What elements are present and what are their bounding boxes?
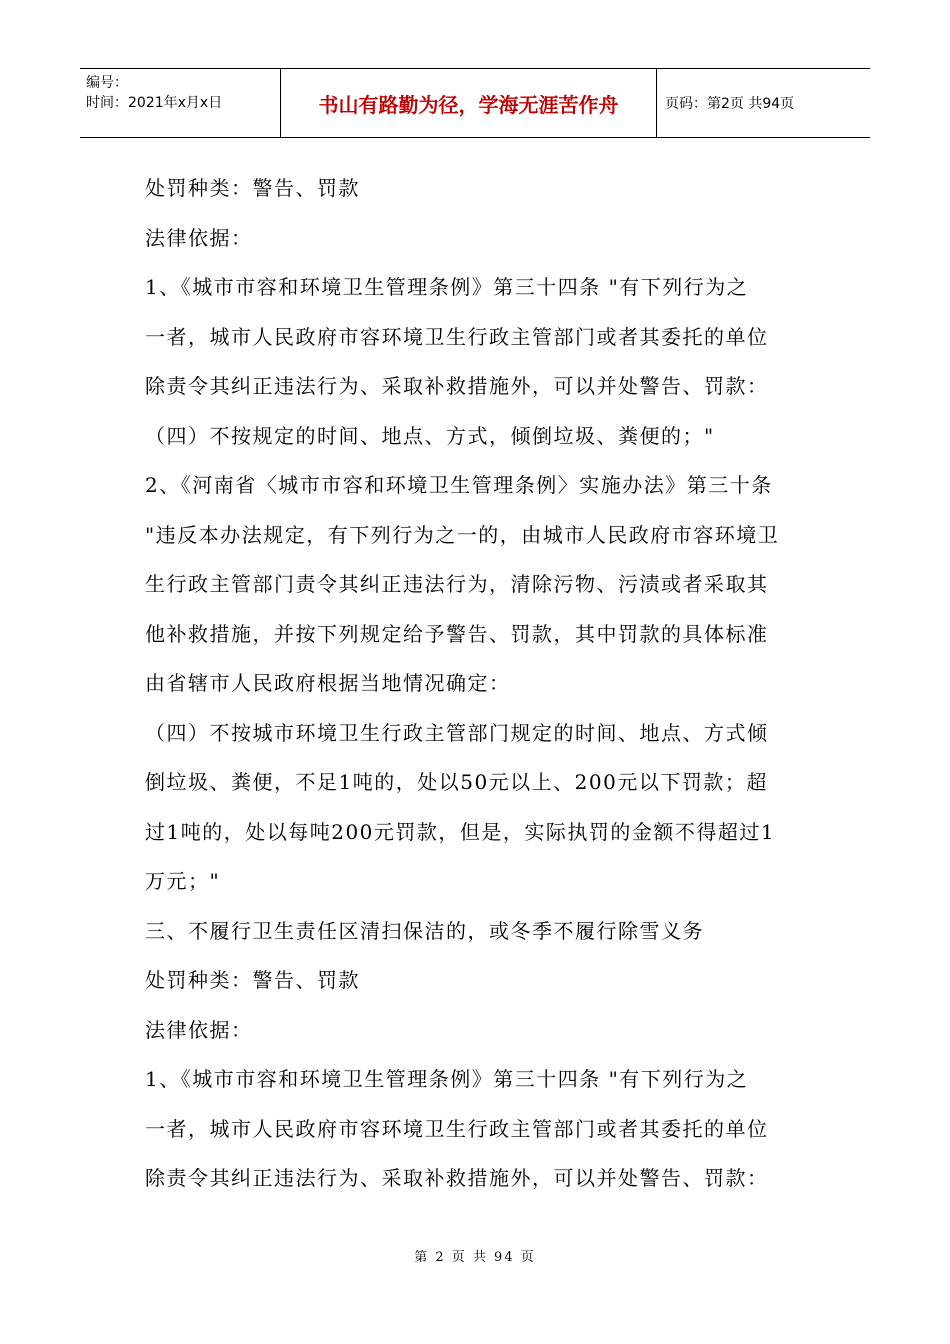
body-line: 处罚种类：警告、罚款: [145, 176, 360, 200]
body-line: 生行政主管部门责令其纠正违法行为，清除污物、污渍或者采取其: [145, 572, 769, 596]
body-line: 过1吨的，处以每吨200元罚款，但是，实际执罚的金额不得超过1: [145, 819, 776, 844]
body-line: 除责令其纠正违法行为、采取补救措施外，可以并处警告、罚款：: [145, 374, 769, 398]
body-line: 法律依据：: [145, 1017, 253, 1042]
document-body: [145, 164, 810, 1204]
body-line: 1、《城市市容和环境卫生管理条例》第三十四条 "有下列行为之: [145, 1067, 749, 1091]
body-line: 处罚种类：警告、罚款: [145, 968, 360, 992]
body-line: 万元；": [145, 869, 221, 893]
body-line: 2、《河南省〈城市市容和环境卫生管理条例〉实施办法》第三十条: [145, 473, 773, 497]
page-footer: 第 2 页 共 94 页: [414, 1250, 536, 1265]
body-line: 他补救措施，并按下列规定给予警告、罚款，其中罚款的具体标准: [145, 621, 769, 646]
page-header: [80, 68, 870, 138]
document-date-label: 时间：2021年x月x日: [86, 95, 223, 111]
body-line: 法律依据：: [145, 225, 253, 250]
body-line: 倒垃圾、粪便，不足1吨的，处以50元以上、200元以下罚款；超: [145, 770, 768, 794]
header-page-info: 页码：第2页 共94页: [665, 96, 795, 112]
body-line: 1、《城市市容和环境卫生管理条例》第三十四条 "有下列行为之: [145, 275, 749, 299]
header-meta: [80, 69, 281, 137]
body-line: （四）不按城市环境卫生行政主管部门规定的时间、地点、方式倾: [145, 720, 769, 745]
header-motto: 书山有路勤为径，学海无涯苦作舟: [281, 69, 657, 137]
body-line: 由省辖市人民政府根据当地情况确定：: [145, 671, 511, 695]
body-line: 除责令其纠正违法行为、采取补救措施外，可以并处警告、罚款：: [145, 1166, 769, 1190]
body-line: 一者，城市人民政府市容环境卫生行政主管部门或者其委托的单位: [145, 1116, 769, 1141]
body-line: （四）不按规定的时间、地点、方式，倾倒垃圾、粪便的；": [145, 423, 715, 448]
body-line: 三、不履行卫生责任区清扫保洁的，或冬季不履行除雪义务: [145, 918, 704, 943]
document-number-label: 编号：: [86, 75, 128, 91]
body-line: 一者，城市人民政府市容环境卫生行政主管部门或者其委托的单位: [145, 324, 769, 349]
body-line: "违反本办法规定，有下列行为之一的，由城市人民政府市容环境卫: [145, 522, 780, 547]
